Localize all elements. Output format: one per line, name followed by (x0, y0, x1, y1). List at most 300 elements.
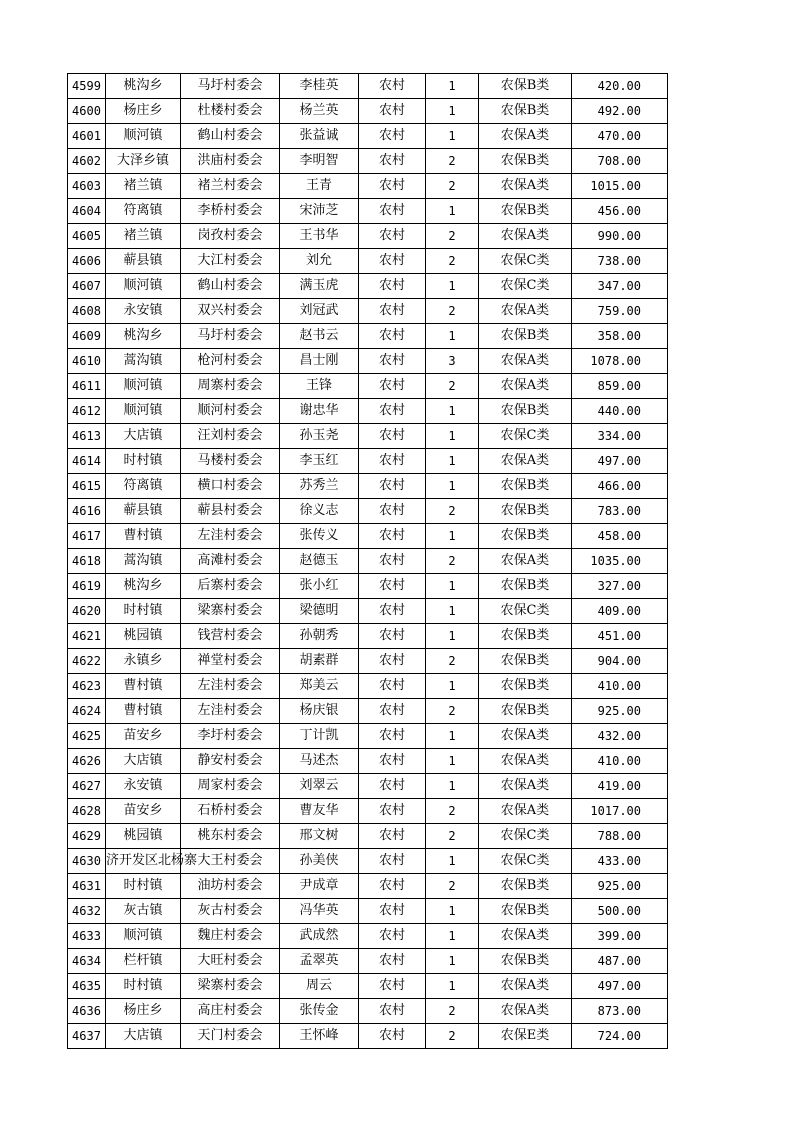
amount-cell: 783.00 (572, 499, 668, 524)
table-row (68, 1024, 668, 1049)
table-row (68, 999, 668, 1024)
member-count-cell: 1 (426, 899, 479, 924)
village-committee-cell: 李圩村委会 (181, 724, 280, 749)
township-cell: 桃园镇 (106, 624, 181, 649)
village-committee-cell: 顺河村委会 (181, 399, 280, 424)
insurance-category-cell: 农保B类 (479, 74, 572, 99)
township-cell: 符离镇 (106, 199, 181, 224)
village-committee-cell: 魏庄村委会 (181, 924, 280, 949)
insurance-category-cell: 农保A类 (479, 799, 572, 824)
township-cell: 灰古镇 (106, 899, 181, 924)
household-type-cell: 农村 (359, 549, 426, 574)
member-count-cell: 2 (426, 999, 479, 1024)
township-cell: 符离镇 (106, 474, 181, 499)
record-id-cell: 4599 (68, 74, 106, 99)
record-id-cell: 4613 (68, 424, 106, 449)
record-id-cell: 4629 (68, 824, 106, 849)
amount-cell: 788.00 (572, 824, 668, 849)
amount-cell: 500.00 (572, 899, 668, 924)
village-committee-cell: 周家村委会 (181, 774, 280, 799)
person-name-cell: 王书华 (280, 224, 359, 249)
member-count-cell: 2 (426, 499, 479, 524)
amount-cell: 859.00 (572, 374, 668, 399)
person-name-cell: 孙美侠 (280, 849, 359, 874)
amount-cell: 1017.00 (572, 799, 668, 824)
village-committee-cell: 大王村委会 (181, 849, 280, 874)
person-name-cell: 赵书云 (280, 324, 359, 349)
village-committee-cell: 桃东村委会 (181, 824, 280, 849)
insurance-category-cell: 农保A类 (479, 374, 572, 399)
household-type-cell: 农村 (359, 974, 426, 999)
amount-cell: 456.00 (572, 199, 668, 224)
amount-cell: 466.00 (572, 474, 668, 499)
township-cell: 杨庄乡 (106, 999, 181, 1024)
table-row (68, 224, 668, 249)
record-id-cell: 4626 (68, 749, 106, 774)
village-committee-cell: 枪河村委会 (181, 349, 280, 374)
household-type-cell: 农村 (359, 949, 426, 974)
table-row (68, 424, 668, 449)
village-committee-cell: 梁寨村委会 (181, 974, 280, 999)
amount-cell: 492.00 (572, 99, 668, 124)
person-name-cell: 孙朝秀 (280, 624, 359, 649)
household-type-cell: 农村 (359, 674, 426, 699)
household-type-cell: 农村 (359, 699, 426, 724)
amount-cell: 738.00 (572, 249, 668, 274)
township-cell: 曹村镇 (106, 699, 181, 724)
person-name-cell: 孙玉尧 (280, 424, 359, 449)
insurance-category-cell: 农保A类 (479, 724, 572, 749)
amount-cell: 334.00 (572, 424, 668, 449)
person-name-cell: 李明智 (280, 149, 359, 174)
member-count-cell: 1 (426, 324, 479, 349)
village-committee-cell: 岗孜村委会 (181, 224, 280, 249)
township-cell: 曹村镇 (106, 524, 181, 549)
amount-cell: 497.00 (572, 449, 668, 474)
insurance-category-cell: 农保B类 (479, 474, 572, 499)
record-id-cell: 4601 (68, 124, 106, 149)
amount-cell: 904.00 (572, 649, 668, 674)
insurance-category-cell: 农保A类 (479, 299, 572, 324)
township-cell: 褚兰镇 (106, 224, 181, 249)
record-id-cell: 4619 (68, 574, 106, 599)
amount-cell: 433.00 (572, 849, 668, 874)
household-type-cell: 农村 (359, 724, 426, 749)
township-cell: 顺河镇 (106, 374, 181, 399)
table-row (68, 399, 668, 424)
member-count-cell: 2 (426, 799, 479, 824)
person-name-cell: 李桂英 (280, 74, 359, 99)
table-row (68, 524, 668, 549)
amount-cell: 347.00 (572, 274, 668, 299)
insurance-category-cell: 农保A类 (479, 349, 572, 374)
township-cell: 蕲县镇 (106, 249, 181, 274)
village-committee-cell: 梁寨村委会 (181, 599, 280, 624)
township-cell: 桃沟乡 (106, 74, 181, 99)
insurance-category-cell: 农保C类 (479, 249, 572, 274)
household-type-cell: 农村 (359, 74, 426, 99)
member-count-cell: 1 (426, 74, 479, 99)
township-cell: 蒿沟镇 (106, 549, 181, 574)
insurance-category-cell: 农保B类 (479, 899, 572, 924)
village-committee-cell: 鹤山村委会 (181, 274, 280, 299)
table-row (68, 249, 668, 274)
person-name-cell: 满玉虎 (280, 274, 359, 299)
member-count-cell: 2 (426, 149, 479, 174)
person-name-cell: 马述杰 (280, 749, 359, 774)
township-cell: 顺河镇 (106, 924, 181, 949)
person-name-cell: 徐义志 (280, 499, 359, 524)
record-id-cell: 4620 (68, 599, 106, 624)
person-name-cell: 梁德明 (280, 599, 359, 624)
table-row (68, 599, 668, 624)
village-committee-cell: 洪庙村委会 (181, 149, 280, 174)
village-committee-cell: 汪刘村委会 (181, 424, 280, 449)
person-name-cell: 曹友华 (280, 799, 359, 824)
insurance-category-cell: 农保C类 (479, 599, 572, 624)
insurance-category-cell: 农保B类 (479, 199, 572, 224)
person-name-cell: 王青 (280, 174, 359, 199)
township-cell: 杨庄乡 (106, 99, 181, 124)
table-row (68, 649, 668, 674)
insurance-category-cell: 农保A类 (479, 924, 572, 949)
table-row (68, 149, 668, 174)
township-cell: 顺河镇 (106, 124, 181, 149)
member-count-cell: 2 (426, 249, 479, 274)
township-cell: 苗安乡 (106, 724, 181, 749)
household-type-cell: 农村 (359, 899, 426, 924)
amount-cell: 497.00 (572, 974, 668, 999)
township-cell: 栏杆镇 (106, 949, 181, 974)
village-committee-cell: 周寨村委会 (181, 374, 280, 399)
person-name-cell: 苏秀兰 (280, 474, 359, 499)
member-count-cell: 2 (426, 224, 479, 249)
person-name-cell: 刘冠武 (280, 299, 359, 324)
township-cell: 时村镇 (106, 974, 181, 999)
household-type-cell: 农村 (359, 574, 426, 599)
record-id-cell: 4604 (68, 199, 106, 224)
person-name-cell: 尹成章 (280, 874, 359, 899)
insurance-category-cell: 农保B类 (479, 499, 572, 524)
township-cell: 桃园镇 (106, 824, 181, 849)
township-cell: 时村镇 (106, 599, 181, 624)
member-count-cell: 1 (426, 424, 479, 449)
township-cell: 苗安乡 (106, 799, 181, 824)
household-type-cell: 农村 (359, 649, 426, 674)
insurance-category-cell: 农保B类 (479, 324, 572, 349)
record-id-cell: 4607 (68, 274, 106, 299)
member-count-cell: 2 (426, 549, 479, 574)
amount-cell: 487.00 (572, 949, 668, 974)
record-id-cell: 4632 (68, 899, 106, 924)
person-name-cell: 周云 (280, 974, 359, 999)
village-committee-cell: 油坊村委会 (181, 874, 280, 899)
household-type-cell: 农村 (359, 124, 426, 149)
village-committee-cell: 后寨村委会 (181, 574, 280, 599)
table-row (68, 924, 668, 949)
table-row (68, 774, 668, 799)
village-committee-cell: 大江村委会 (181, 249, 280, 274)
household-type-cell: 农村 (359, 174, 426, 199)
township-cell: 时村镇 (106, 449, 181, 474)
member-count-cell: 2 (426, 649, 479, 674)
person-name-cell: 谢忠华 (280, 399, 359, 424)
person-name-cell: 张益诚 (280, 124, 359, 149)
household-type-cell: 农村 (359, 474, 426, 499)
person-name-cell: 宋沛芝 (280, 199, 359, 224)
insurance-category-cell: 农保B类 (479, 524, 572, 549)
amount-cell: 1015.00 (572, 174, 668, 199)
amount-cell: 409.00 (572, 599, 668, 624)
amount-cell: 410.00 (572, 749, 668, 774)
member-count-cell: 2 (426, 699, 479, 724)
township-cell: 顺河镇 (106, 399, 181, 424)
record-id-cell: 4624 (68, 699, 106, 724)
member-count-cell: 1 (426, 624, 479, 649)
village-committee-cell: 高庄村委会 (181, 999, 280, 1024)
village-committee-cell: 左洼村委会 (181, 674, 280, 699)
household-type-cell: 农村 (359, 824, 426, 849)
table-row (68, 499, 668, 524)
household-type-cell: 农村 (359, 224, 426, 249)
village-committee-cell: 褚兰村委会 (181, 174, 280, 199)
table-row (68, 174, 668, 199)
amount-cell: 925.00 (572, 699, 668, 724)
township-cell: 曹村镇 (106, 674, 181, 699)
insurance-category-cell: 农保B类 (479, 649, 572, 674)
amount-cell: 432.00 (572, 724, 668, 749)
insurance-category-cell: 农保B类 (479, 399, 572, 424)
record-id-cell: 4627 (68, 774, 106, 799)
table-row (68, 949, 668, 974)
record-id-cell: 4606 (68, 249, 106, 274)
record-id-cell: 4610 (68, 349, 106, 374)
record-id-cell: 4618 (68, 549, 106, 574)
table-row (68, 449, 668, 474)
amount-cell: 873.00 (572, 999, 668, 1024)
member-count-cell: 1 (426, 724, 479, 749)
table-row (68, 974, 668, 999)
table-row (68, 374, 668, 399)
insurance-category-cell: 农保E类 (479, 1024, 572, 1049)
table-row (68, 74, 668, 99)
amount-cell: 724.00 (572, 1024, 668, 1049)
insurance-category-cell: 农保A类 (479, 224, 572, 249)
household-type-cell: 农村 (359, 99, 426, 124)
insurance-category-cell: 农保B类 (479, 699, 572, 724)
member-count-cell: 2 (426, 374, 479, 399)
village-committee-cell: 灰古村委会 (181, 899, 280, 924)
record-id-cell: 4600 (68, 99, 106, 124)
table-row (68, 824, 668, 849)
insurance-category-cell: 农保C类 (479, 824, 572, 849)
member-count-cell: 3 (426, 349, 479, 374)
member-count-cell: 1 (426, 974, 479, 999)
household-type-cell: 农村 (359, 799, 426, 824)
record-id-cell: 4637 (68, 1024, 106, 1049)
amount-cell: 420.00 (572, 74, 668, 99)
record-id-cell: 4615 (68, 474, 106, 499)
member-count-cell: 1 (426, 449, 479, 474)
insurance-category-cell: 农保B类 (479, 574, 572, 599)
township-cell: 蕲县镇 (106, 499, 181, 524)
household-type-cell: 农村 (359, 849, 426, 874)
record-id-cell: 4631 (68, 874, 106, 899)
person-name-cell: 武成然 (280, 924, 359, 949)
household-type-cell: 农村 (359, 499, 426, 524)
amount-cell: 990.00 (572, 224, 668, 249)
township-cell: 大店镇 (106, 424, 181, 449)
record-id-cell: 4614 (68, 449, 106, 474)
household-type-cell: 农村 (359, 749, 426, 774)
household-type-cell: 农村 (359, 1024, 426, 1049)
amount-cell: 759.00 (572, 299, 668, 324)
person-name-cell: 刘翠云 (280, 774, 359, 799)
household-type-cell: 农村 (359, 424, 426, 449)
record-id-cell: 4625 (68, 724, 106, 749)
person-name-cell: 张传义 (280, 524, 359, 549)
person-name-cell: 冯华英 (280, 899, 359, 924)
member-count-cell: 2 (426, 874, 479, 899)
table-row (68, 124, 668, 149)
village-committee-cell: 横口村委会 (181, 474, 280, 499)
member-count-cell: 1 (426, 774, 479, 799)
village-committee-cell: 马圩村委会 (181, 324, 280, 349)
record-id-cell: 4630 (68, 849, 106, 874)
member-count-cell: 2 (426, 174, 479, 199)
amount-cell: 925.00 (572, 874, 668, 899)
insurance-category-cell: 农保A类 (479, 999, 572, 1024)
insurance-category-cell: 农保C类 (479, 849, 572, 874)
household-type-cell: 农村 (359, 774, 426, 799)
insurance-category-cell: 农保C类 (479, 424, 572, 449)
member-count-cell: 1 (426, 574, 479, 599)
table-row (68, 724, 668, 749)
record-id-cell: 4636 (68, 999, 106, 1024)
village-committee-cell: 双兴村委会 (181, 299, 280, 324)
person-name-cell: 赵德玉 (280, 549, 359, 574)
person-name-cell: 杨兰英 (280, 99, 359, 124)
member-count-cell: 2 (426, 299, 479, 324)
township-cell: 济开发区北杨寨 (106, 849, 181, 874)
household-type-cell: 农村 (359, 274, 426, 299)
amount-cell: 1035.00 (572, 549, 668, 574)
table-row (68, 299, 668, 324)
insurance-category-cell: 农保B类 (479, 99, 572, 124)
record-id-cell: 4605 (68, 224, 106, 249)
record-id-cell: 4635 (68, 974, 106, 999)
record-id-cell: 4617 (68, 524, 106, 549)
household-type-cell: 农村 (359, 924, 426, 949)
insurance-category-cell: 农保B类 (479, 674, 572, 699)
member-count-cell: 1 (426, 274, 479, 299)
record-id-cell: 4612 (68, 399, 106, 424)
village-committee-cell: 高滩村委会 (181, 549, 280, 574)
insurance-category-cell: 农保C类 (479, 274, 572, 299)
member-count-cell: 1 (426, 524, 479, 549)
insurance-category-cell: 农保A类 (479, 749, 572, 774)
insurance-category-cell: 农保B类 (479, 949, 572, 974)
table-row (68, 474, 668, 499)
record-id-cell: 4628 (68, 799, 106, 824)
table-row (68, 874, 668, 899)
household-type-cell: 农村 (359, 199, 426, 224)
person-name-cell: 杨庆银 (280, 699, 359, 724)
amount-cell: 410.00 (572, 674, 668, 699)
amount-cell: 440.00 (572, 399, 668, 424)
township-cell: 永镇乡 (106, 649, 181, 674)
table-row (68, 99, 668, 124)
amount-cell: 1078.00 (572, 349, 668, 374)
member-count-cell: 1 (426, 924, 479, 949)
amount-cell: 470.00 (572, 124, 668, 149)
member-count-cell: 1 (426, 124, 479, 149)
member-count-cell: 1 (426, 99, 479, 124)
member-count-cell: 1 (426, 849, 479, 874)
village-committee-cell: 天门村委会 (181, 1024, 280, 1049)
insurance-category-cell: 农保A类 (479, 774, 572, 799)
township-cell: 顺河镇 (106, 274, 181, 299)
table-row (68, 674, 668, 699)
table-row (68, 274, 668, 299)
township-cell: 桃沟乡 (106, 324, 181, 349)
amount-cell: 451.00 (572, 624, 668, 649)
household-type-cell: 农村 (359, 399, 426, 424)
record-id-cell: 4608 (68, 299, 106, 324)
person-name-cell: 郑美云 (280, 674, 359, 699)
amount-cell: 358.00 (572, 324, 668, 349)
household-type-cell: 农村 (359, 599, 426, 624)
record-id-cell: 4609 (68, 324, 106, 349)
insurance-category-cell: 农保A类 (479, 449, 572, 474)
amount-cell: 327.00 (572, 574, 668, 599)
table-row (68, 799, 668, 824)
village-committee-cell: 鹤山村委会 (181, 124, 280, 149)
person-name-cell: 刘允 (280, 249, 359, 274)
village-committee-cell: 蕲县村委会 (181, 499, 280, 524)
household-type-cell: 农村 (359, 249, 426, 274)
member-count-cell: 1 (426, 949, 479, 974)
insurance-category-cell: 农保B类 (479, 874, 572, 899)
village-committee-cell: 钱营村委会 (181, 624, 280, 649)
table-row (68, 324, 668, 349)
member-count-cell: 1 (426, 474, 479, 499)
table-row (68, 749, 668, 774)
record-id-cell: 4634 (68, 949, 106, 974)
village-committee-cell: 大旺村委会 (181, 949, 280, 974)
township-cell: 褚兰镇 (106, 174, 181, 199)
amount-cell: 458.00 (572, 524, 668, 549)
person-name-cell: 孟翠英 (280, 949, 359, 974)
record-id-cell: 4622 (68, 649, 106, 674)
village-committee-cell: 石桥村委会 (181, 799, 280, 824)
person-name-cell: 邢文树 (280, 824, 359, 849)
person-name-cell: 张传金 (280, 999, 359, 1024)
member-count-cell: 2 (426, 1024, 479, 1049)
household-type-cell: 农村 (359, 299, 426, 324)
household-type-cell: 农村 (359, 349, 426, 374)
township-cell: 永安镇 (106, 774, 181, 799)
insurance-category-cell: 农保B类 (479, 624, 572, 649)
table-row (68, 199, 668, 224)
record-id-cell: 4616 (68, 499, 106, 524)
insurance-category-cell: 农保B类 (479, 149, 572, 174)
record-id-cell: 4603 (68, 174, 106, 199)
household-type-cell: 农村 (359, 999, 426, 1024)
table-row (68, 349, 668, 374)
table-row (68, 699, 668, 724)
township-cell: 永安镇 (106, 299, 181, 324)
